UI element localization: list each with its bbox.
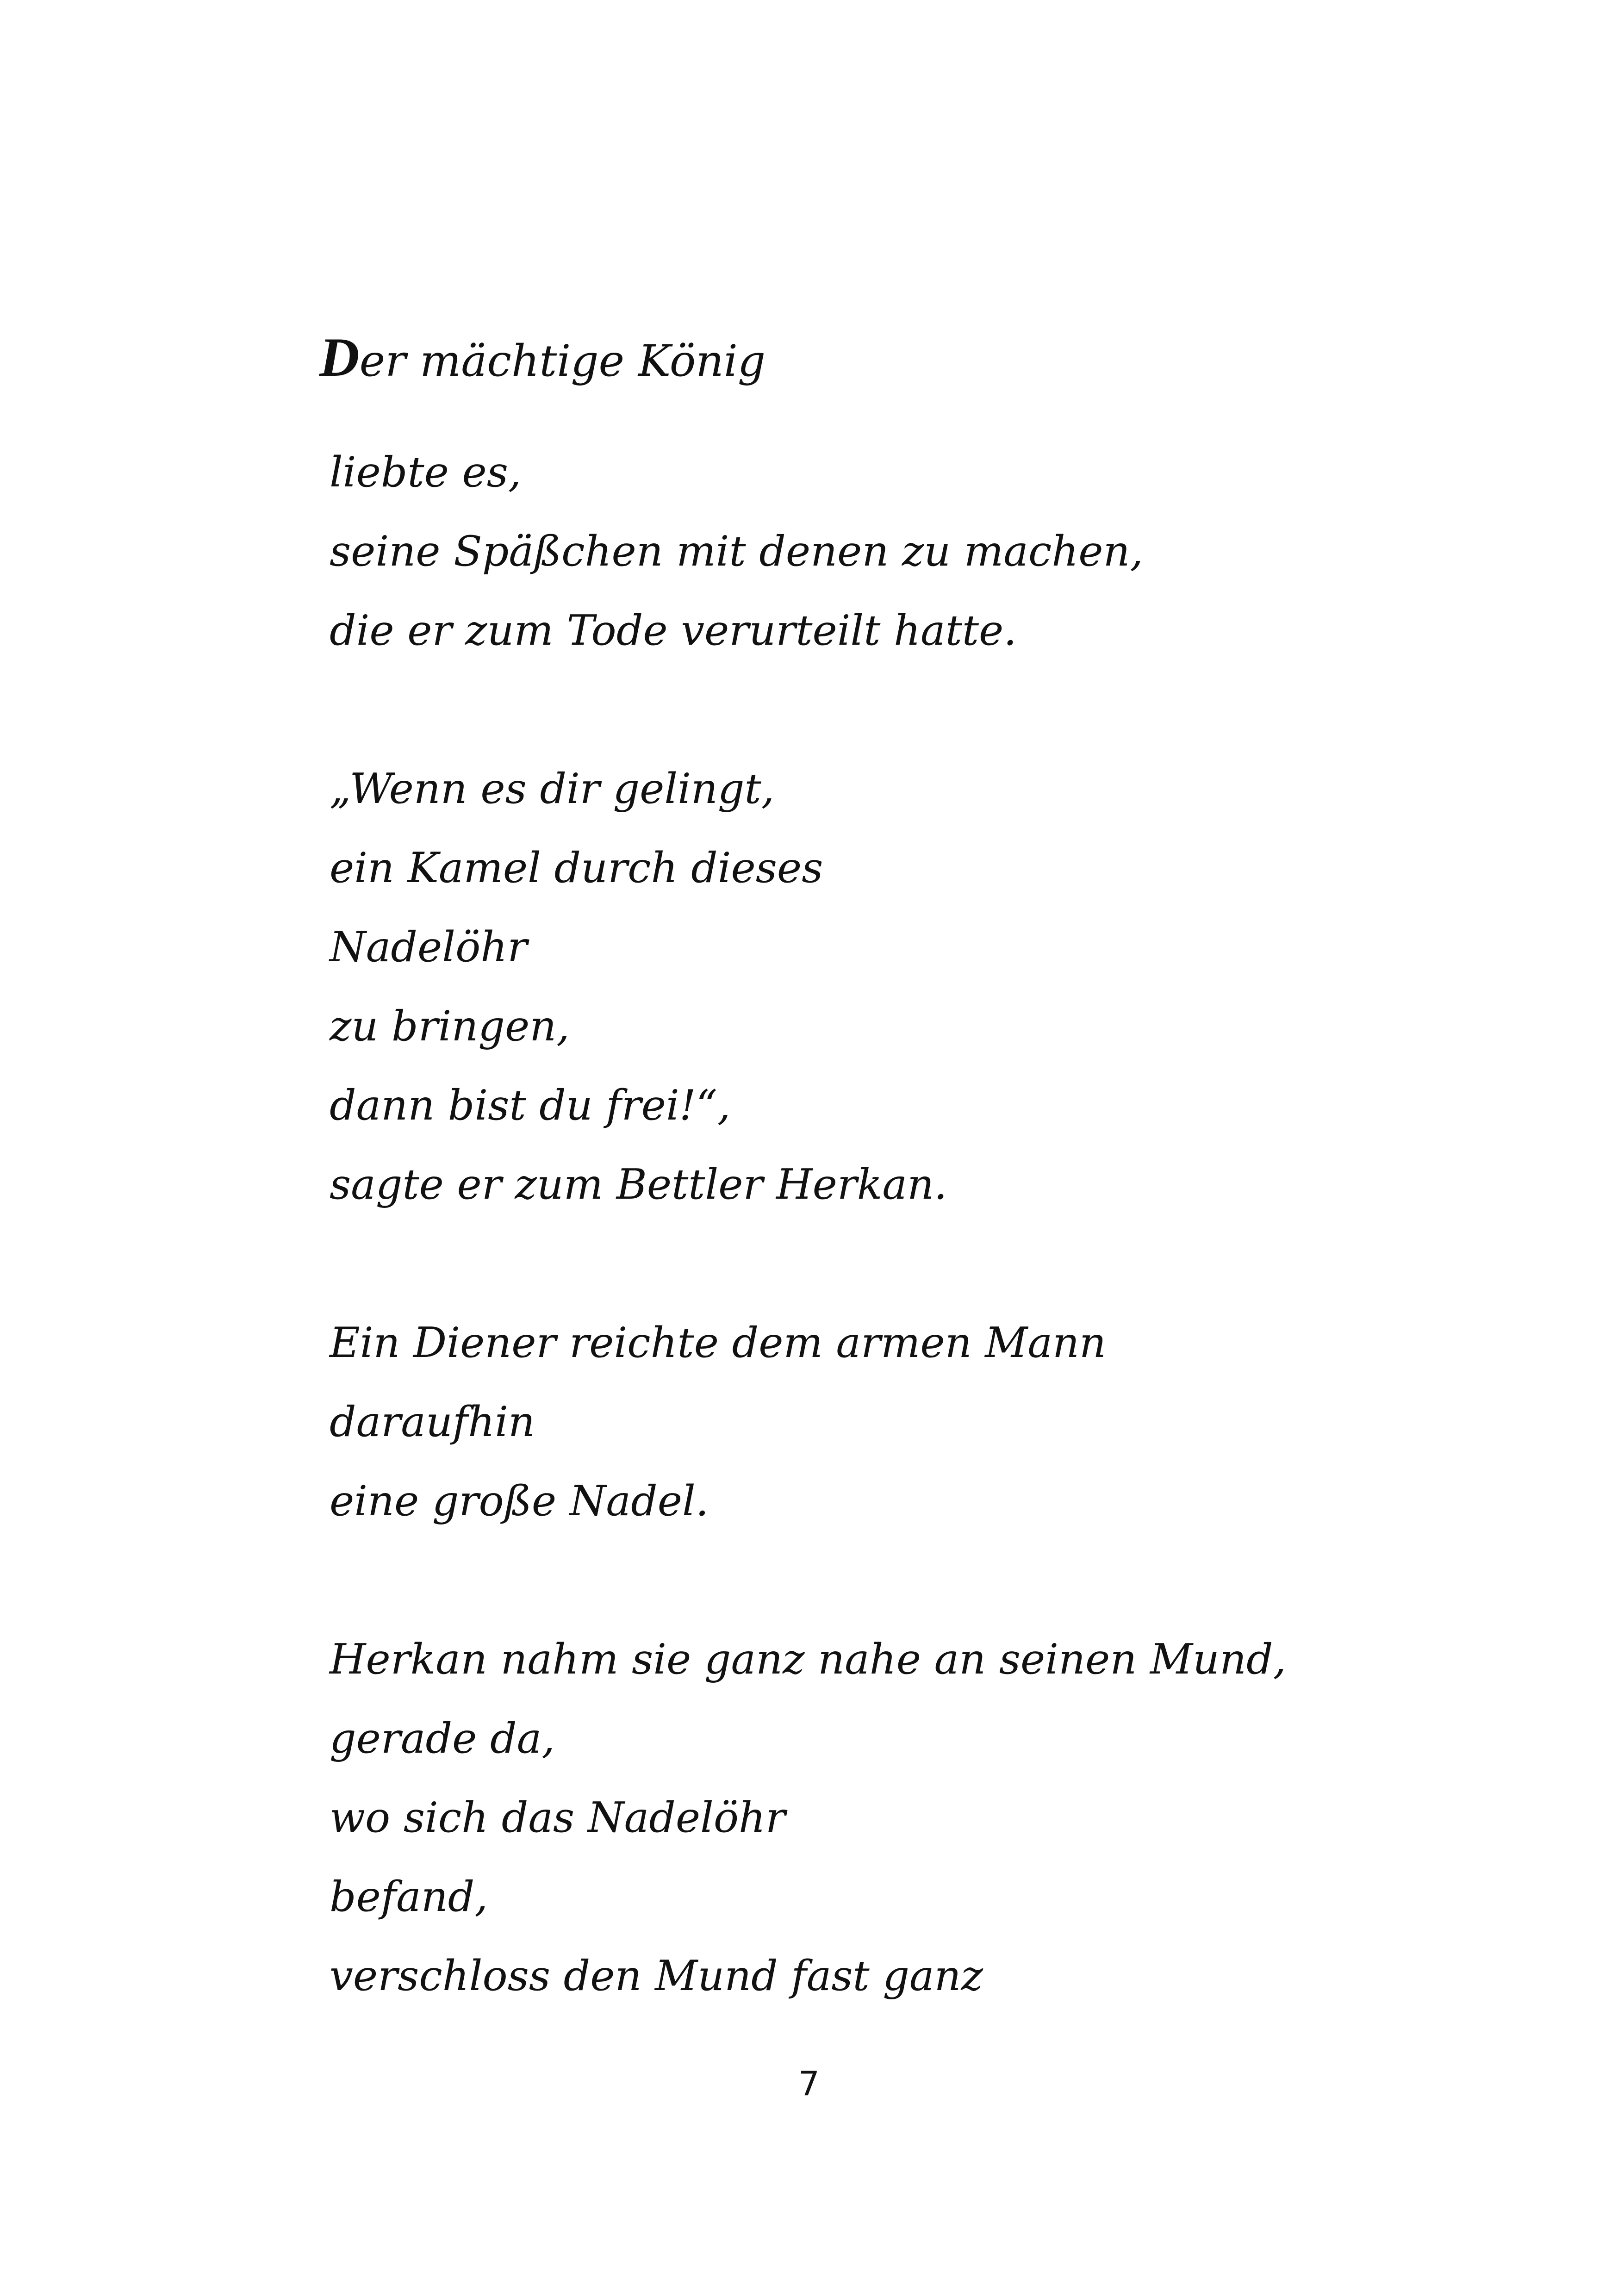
poem-line: eine große Nadel. <box>330 1477 709 1525</box>
poem-line: zu bringen, <box>330 1002 570 1051</box>
poem-line: befand, <box>330 1873 488 1921</box>
poem-line: wo sich das Nadelöhr <box>330 1793 786 1842</box>
poem-line: Herkan nahm sie ganz nahe an seinen Mund, <box>330 1635 1287 1684</box>
poem-line: verschloss den Mund fast ganz <box>330 1952 983 2000</box>
poem-line: Nadelöhr <box>330 923 528 971</box>
poem-line: liebte es, <box>330 448 522 497</box>
poem-line: die er zum Tode verurteilt hatte. <box>330 606 1017 655</box>
poem-line: seine Späßchen mit denen zu machen, <box>330 527 1144 576</box>
poem-line: ein Kamel durch dieses <box>330 844 823 892</box>
title-text: er mächtige König <box>359 336 766 386</box>
poem-line: Ein Diener reichte dem armen Mann <box>330 1319 1107 1367</box>
poem-line: gerade da, <box>330 1714 555 1763</box>
stanza-2 <box>330 749 1286 1224</box>
poem-line: „Wenn es dir gelingt, <box>330 765 775 813</box>
poem-line: dann bist du frei!“, <box>330 1081 731 1130</box>
stanza-4 <box>330 1620 1286 2016</box>
stanza-3 <box>330 1303 1286 1541</box>
page-number: 7 <box>798 2064 820 2103</box>
poem-title <box>319 324 765 391</box>
stanza-1 <box>330 433 1286 670</box>
poem-line: daraufhin <box>330 1398 535 1446</box>
poem-body <box>330 433 1286 2095</box>
title-initial-letter: D <box>319 326 360 388</box>
poem-line: sagte er zum Bettler Herkan. <box>330 1160 947 1209</box>
